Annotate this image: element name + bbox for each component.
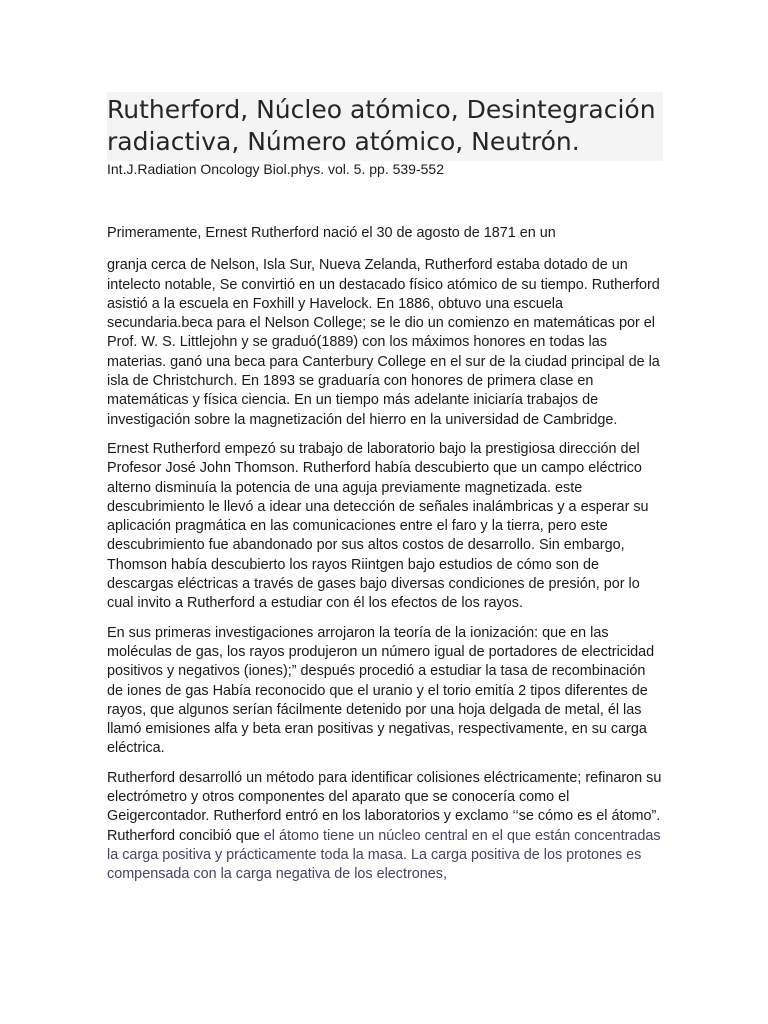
document-title: Rutherford, Núcleo atómico, Desintegración radiactiva, Número atómico, Neutrón. [107, 95, 656, 156]
document-page [107, 92, 663, 895]
document-subtitle: Int.J.Radiation Oncology Biol.phys. vol. 5. pp. 539-552 [107, 161, 444, 177]
paragraph [107, 769, 663, 885]
paragraph-text: Rutherford desarrolló un método para identificar colisiones eléctricamente; refinaron su electrómetro y otros componentes del aparato que se conocería como el Geigercontador. Rutherford entró en los laboratorios y exclamo ‘‘se cómo es el átomo”. Rutherford concibió que [107, 769, 662, 844]
paragraph: Primeramente, Ernest Rutherford nació el 30 de agosto de 1871 en un [107, 225, 556, 241]
paragraph-text-highlighted: el átomo tiene un núcleo central en el que están concentradas la carga positiva y prácticamente toda la masa. La carga positiva de los protones es compensada con la carga negativa de los electrones, [107, 827, 661, 883]
document-body [107, 224, 663, 885]
paragraph: En sus primeras investigaciones arrojaron la teoría de la ionización: que en las moléculas de gas, los rayos produjeron un número igual de portadores de electricidad positivos y negativos (iones);” después procedió a estudiar la tasa de recombinación de iones de gas Había reconocido que el uranio y el torio emitía 2 tipos diferentes de rayos, que algunos serían fácilmente detenido por una hoja delgada de metal, él las llamó emisiones alfa y beta eran positivas y negativas, respectivamente, en su carga eléctrica. [107, 624, 655, 757]
title-block [107, 92, 663, 161]
paragraph: granja cerca de Nelson, Isla Sur, Nueva Zelanda, Rutherford estaba dotado de un intelecto notable, Se convirtió en un destacado físico atómico de su tiempo. Rutherford asistió a la escuela en Foxhill y Havelock. En 1886, obtuvo una escuela secundaria.beca para el Nelson College; se le dio un comienzo en matemáticas por el Prof. W. S. Littlejohn y se graduó(1889) con los máximos honores en todas las materias. ganó una beca para Canterbury College en el sur de la ciudad principal de la isla de Christchurch. En 1893 se graduaría con honores de primera clase en matemáticas y física ciencia. En un tiempo más adelante iniciaría trabajos de investigación sobre la magnetización del hierro en la universidad de Cambridge. [107, 257, 660, 428]
paragraph: Ernest Rutherford empezó su trabajo de laboratorio bajo la prestigiosa dirección del Profesor José John Thomson. Rutherford había descubierto que un campo eléctrico alterno disminuía la potencia de una aguja previamente magnetizada. este descubrimiento le llevó a idear una detección de señales inalámbricas y a esperar su aplicación pragmática en las comunicaciones entre el faro y la tierra, pero este descubrimiento fue abandonado por sus altos costos de desarrollo. Sin embargo, Thomson había descubierto los rayos Riintgen bajo estudios de cómo son de descargas eléctricas a través de gases bajo diversas condiciones de presión, por lo cual invito a Rutherford a estudiar con él los efectos de los rayos. [107, 440, 649, 612]
